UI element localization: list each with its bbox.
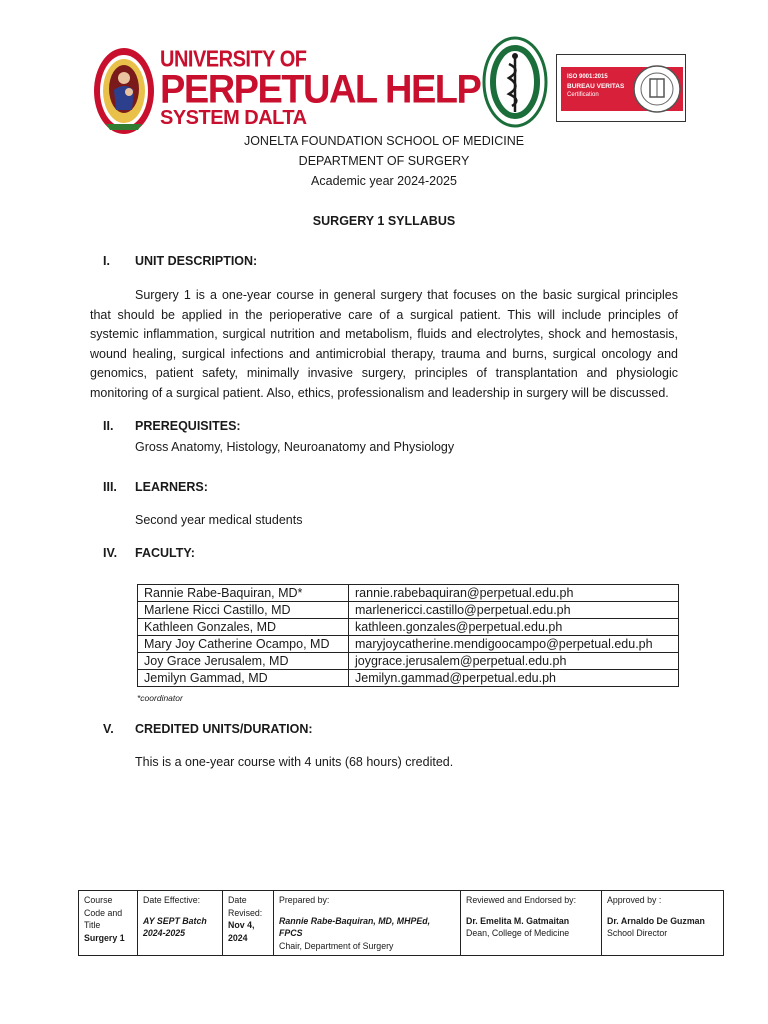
faculty-name: Joy Grace Jerusalem, MD [138, 653, 349, 670]
table-row [138, 636, 679, 653]
faculty-name: Jemilyn Gammad, MD [138, 670, 349, 687]
table-row [138, 670, 679, 687]
table-row [138, 619, 679, 636]
prepared-name: Rannie Rabe-Baquiran, MD, MHPEd, FPCS [279, 915, 431, 938]
cert-line-3: Certification [567, 92, 599, 98]
table-row [79, 891, 724, 956]
syllabus-title: SURGERY 1 SYLLABUS [312, 214, 456, 228]
school-name: JONELTA FOUNDATION SCHOOL OF MEDICINE [243, 134, 525, 148]
university-line-2: PERPETUAL HELP [160, 67, 481, 112]
university-seal-icon [92, 46, 156, 136]
cert-line-1: ISO 9001:2015 [567, 74, 608, 80]
course-label: Course Code and Title [84, 895, 123, 930]
department-name: DEPARTMENT OF SURGERY [298, 154, 470, 168]
table-row [138, 653, 679, 670]
syllabus-page: UNIVERSITY OF PERPETUAL HELP SYSTEM DALTA ISO 9001:2015 BUREAU VERITAS Certification JONELTA FOUNDATION SCHOOL OF MEDICINE DEPARTMENT OF SURGERY Academic year 2024-2025 SURGERY 1 SYLLABUS I. UNIT DESCRIPTION: Surgery 1 is a one-year course in general surgery that focuses on the basic surgical principles that should be applied in the perioperative care of a surgical patient. This will include principles of systemic inflammation, surgical nutrition and metabolism, fluids and electrolytes, shock and hemostasis, wound healing, surgical infections and antimicrobial therapy, trauma and burns, surgical oncology and genomics, patient safety, minimally invasive surgery, principles of transplantation and physiologic monitoring of a surgical patient. Also, ethics, professionalism and leadership in surgery will be discussed. II. PREREQUISITES: Gross Anatomy, Histology, Neuroanatomy and Physiology III. LEARNERS: Second year medical students IV. FACULTY: Rannie Rabe-Baquiran, MD* rannie.rabebaquiran@perpetual.edu.ph Marlene Ricci Castillo, MD marlenericci.castillo@perpetual.edu.ph Kathleen Gonzales, MD kathleen.gonzales@perpetual.edu.ph Mary Joy Catherine Ocampo, MD maryjoycatherine.mendigoocampo@perpetual.edu.ph Joy Grace Jerusalem, MD joygrace.jerusalem@perpetual.edu.ph Jemilyn Gammad, MD Jemilyn.gammad@perpetual.edu.ph *coordinator V. CREDITED UNITS/DURATION: This is a one-year course with 4 units (68 hours) credited. Course Code and Title Surgery 1 Date Effective: AY SEPT Batch 2024-2025 Date Revised: Nov 4, 2024 Prepared by: Rannie Rabe-Baquiran, MD, MHPEd, FPCS Chair, Department of Surgery Reviewed and Endorsed by: Dr. Emelita M. Gatmaitan Dean, College of Medicine Approved by : Dr. Arnaldo De Guzman School Director [0, 0, 768, 1024]
bureau-veritas-seal-icon [633, 61, 681, 117]
faculty-email[interactable]: kathleen.gonzales@perpetual.edu.ph [349, 619, 679, 636]
faculty-email[interactable]: marlenericci.castillo@perpetual.edu.ph [349, 602, 679, 619]
approved-label: Approved by : [607, 895, 662, 905]
university-line-1: UNIVERSITY OF [160, 46, 307, 73]
certification-badge [556, 54, 686, 122]
faculty-email[interactable]: joygrace.jerusalem@perpetual.edu.ph [349, 653, 679, 670]
approved-by-cell [602, 891, 724, 956]
prepared-label: Prepared by: [279, 895, 330, 905]
university-wordmark [160, 48, 480, 128]
date-revised-value: Nov 4, 2024 [228, 920, 255, 943]
unit-description-paragraph: Surgery 1 is a one-year course in general surgery that focuses on the basic surgical principles that should be applied in the perioperative care of a surgical patient. This will include principles of systemic inflammation, surgical nutrition and metabolism, fluids and electrolytes, shock and hemostasis, wound healing, surgical infections and antimicrobial therapy, trauma and burns, surgical oncology and genomics, patient safety, minimally invasive surgery, principles of transplantation and physiologic monitoring of a surgical patient. Also, ethics, professionalism and leadership in surgery will be discussed. [90, 288, 678, 400]
reviewed-by-cell [461, 891, 602, 956]
coordinator-note: *coordinator [137, 693, 183, 703]
reviewed-title: Dean, College of Medicine [466, 928, 570, 938]
prepared-by-cell [274, 891, 461, 956]
date-revised-label: Date Revised: [228, 895, 263, 918]
approval-footer-table [78, 890, 724, 956]
table-row [138, 585, 679, 602]
cert-line-2: BUREAU VERITAS [567, 83, 625, 90]
faculty-name: Marlene Ricci Castillo, MD [138, 602, 349, 619]
faculty-email[interactable]: maryjoycatherine.mendigoocampo@perpetual.edu.ph [349, 636, 679, 653]
date-effective-label: Date Effective: [143, 895, 201, 905]
approved-title: School Director [607, 928, 668, 938]
approved-name: Dr. Arnaldo De Guzman [607, 915, 705, 926]
faculty-name: Mary Joy Catherine Ocampo, MD [138, 636, 349, 653]
table-row [138, 602, 679, 619]
reviewed-label: Reviewed and Endorsed by: [466, 895, 577, 905]
date-effective-cell [138, 891, 223, 956]
university-line-3: SYSTEM DALTA [160, 107, 307, 129]
course-value: Surgery 1 [84, 932, 125, 943]
course-cell [79, 891, 138, 956]
learners-text: Second year medical students [135, 513, 303, 527]
faculty-name: Rannie Rabe-Baquiran, MD* [138, 585, 349, 602]
date-effective-value: AY SEPT Batch 2024-2025 [143, 915, 207, 938]
credited-units-text: This is a one-year course with 4 units (68 hours) credited. [135, 755, 454, 769]
faculty-email[interactable]: Jemilyn.gammad@perpetual.edu.ph [349, 670, 679, 687]
prerequisites-text: Gross Anatomy, Histology, Neuroanatomy and Physiology [135, 440, 455, 454]
faculty-email[interactable]: rannie.rabebaquiran@perpetual.edu.ph [349, 585, 679, 602]
academic-year: Academic year 2024-2025 [311, 174, 457, 188]
faculty-name: Kathleen Gonzales, MD [138, 619, 349, 636]
reviewed-name: Dr. Emelita M. Gatmaitan [466, 915, 570, 926]
faculty-table [137, 584, 679, 687]
prepared-title: Chair, Department of Surgery [279, 940, 394, 951]
medical-school-seal-icon [482, 36, 548, 128]
date-revised-cell [223, 891, 274, 956]
